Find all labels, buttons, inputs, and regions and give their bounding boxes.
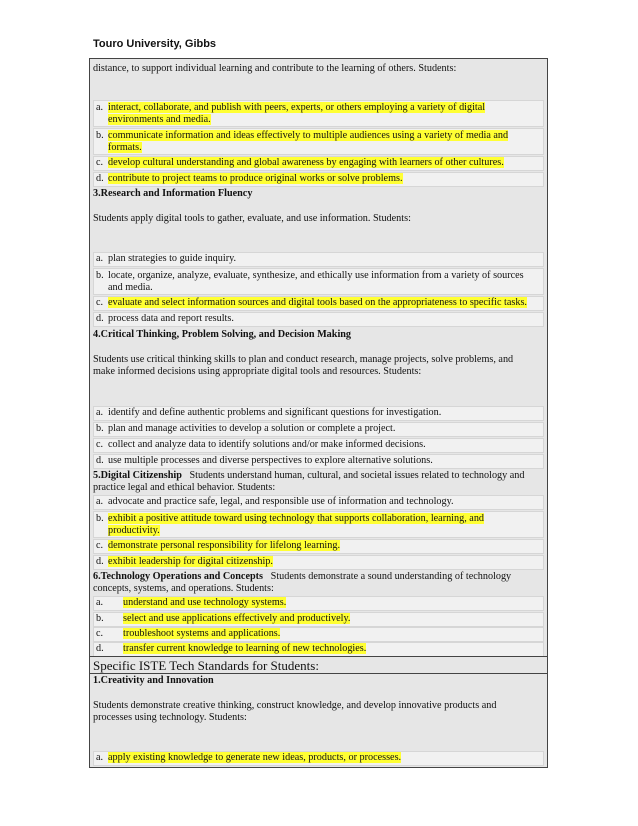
item-marker: d. [96, 173, 104, 184]
item-marker: b. [96, 130, 104, 141]
intro-text: distance, to support individual learning and contribute to the learning of others. Students: [93, 63, 457, 74]
item-marker: b. [96, 613, 104, 624]
item-marker: a. [96, 407, 104, 418]
page-header: Touro University, Gibbs [93, 38, 217, 50]
item-text: troubleshoot systems and applications. [123, 628, 281, 639]
item-marker: d. [96, 313, 104, 324]
section-title: 1.Creativity and Innovation [93, 675, 214, 686]
section-desc: concepts, systems, and operations. Students: [93, 583, 274, 594]
item-text: interact, collaborate, and publish with peers, experts, or others employing a variety of digital [108, 102, 486, 113]
item-marker: d. [96, 643, 104, 654]
section-title: 5.Digital Citizenship [93, 470, 182, 481]
item-text: and media. [108, 282, 153, 293]
section-desc: Students demonstrate creative thinking, construct knowledge, and develop innovative products and [93, 700, 497, 711]
item-text: exhibit leadership for digital citizenship. [108, 556, 273, 567]
section-desc: Students understand human, cultural, and societal issues related to technology and [189, 470, 525, 481]
section-title: 3.Research and Information Fluency [93, 188, 253, 199]
item-text: communicate information and ideas effectively to multiple audiences using a variety of media and [108, 130, 509, 141]
item-text: select and use applications effectively and productively. [123, 613, 351, 624]
item-text: exhibit a positive attitude toward using technology that supports collaboration, learning, and [108, 513, 485, 524]
item-text: understand and use technology systems. [123, 597, 287, 608]
divider [89, 656, 548, 657]
item-text: plan and manage activities to develop a solution or complete a project. [108, 423, 396, 434]
section-desc: Students demonstrate a sound understanding of technology [270, 571, 512, 582]
divider [89, 673, 548, 674]
item-marker: c. [96, 540, 104, 551]
item-marker: d. [96, 455, 104, 466]
item-marker: c. [96, 439, 104, 450]
specific-heading: Specific ISTE Tech Standards for Students: [93, 658, 319, 673]
section-title: 4.Critical Thinking, Problem Solving, and Decision Making [93, 329, 352, 340]
item-text: advocate and practice safe, legal, and responsible use of information and technology. [108, 496, 454, 507]
section-desc: make informed decisions using appropriate digital tools and resources. Students: [93, 366, 422, 377]
item-marker: d. [96, 556, 104, 567]
item-marker: c. [96, 297, 104, 308]
item-text: apply existing knowledge to generate new ideas, products, or processes. [108, 752, 402, 763]
item-text: use multiple processes and diverse perspectives to explore alternative solutions. [108, 455, 433, 466]
section-desc: practice legal and ethical behavior. Students: [93, 482, 276, 493]
item-marker: b. [96, 513, 104, 524]
item-marker: b. [96, 423, 104, 434]
item-text: develop cultural understanding and global awareness by engaging with learners of other cultures. [108, 157, 504, 168]
item-text: evaluate and select information sources and digital tools based on the appropriateness to specific tasks. [108, 297, 527, 308]
item-text: identify and define authentic problems and significant questions for investigation. [108, 407, 442, 418]
item-marker: c. [96, 157, 104, 168]
item-marker: a. [96, 597, 104, 608]
item-marker: b. [96, 270, 104, 281]
item-text: contribute to project teams to produce original works or solve problems. [108, 173, 403, 184]
item-marker: a. [96, 102, 104, 113]
item-text: process data and report results. [108, 313, 234, 324]
item-text: collect and analyze data to identify solutions and/or make informed decisions. [108, 439, 426, 450]
item-marker: c. [96, 628, 104, 639]
section-desc: Students apply digital tools to gather, evaluate, and use information. Students: [93, 213, 411, 224]
item-text: formats. [108, 142, 142, 153]
item-text: productivity. [108, 525, 160, 536]
item-marker: a. [96, 496, 104, 507]
item-text: demonstrate personal responsibility for lifelong learning. [108, 540, 340, 551]
item-text: environments and media. [108, 114, 211, 125]
item-text: transfer current knowledge to learning of new technologies. [123, 643, 367, 654]
item-text: plan strategies to guide inquiry. [108, 253, 237, 264]
item-marker: a. [96, 253, 104, 264]
section-desc: Students use critical thinking skills to plan and conduct research, manage projects, solve problems, and [93, 354, 514, 365]
section-title: 6.Technology Operations and Concepts [93, 571, 264, 582]
item-marker: a. [96, 752, 104, 763]
section-desc: processes using technology. Students: [93, 712, 247, 723]
item-text: locate, organize, analyze, evaluate, synthesize, and ethically use information from a variety of sources [108, 270, 524, 281]
